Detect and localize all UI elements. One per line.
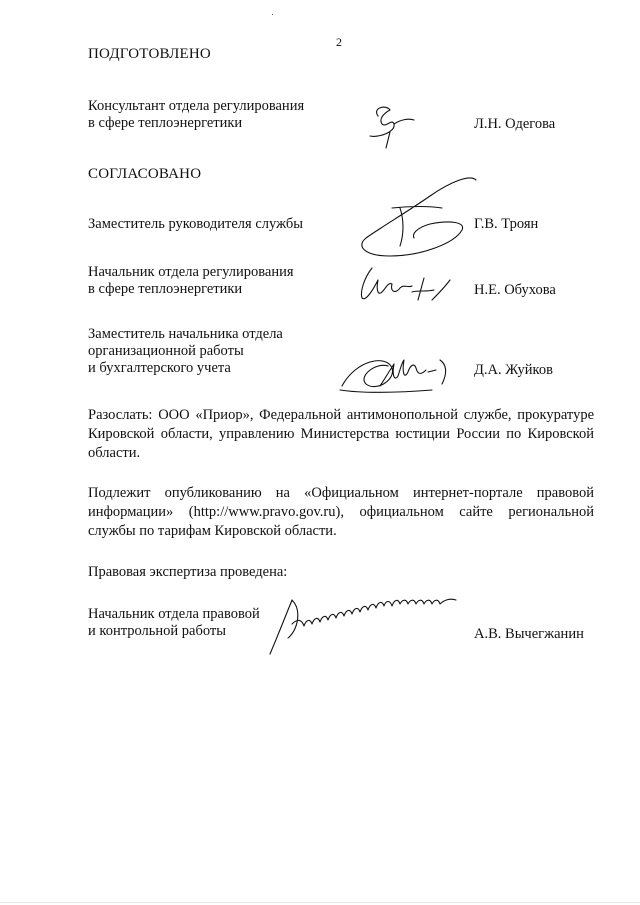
prepared-name: Л.Н. Одегова <box>474 116 556 132</box>
page-number: 2 <box>336 35 342 49</box>
signer2-name: Н.Е. Обухова <box>474 282 556 298</box>
agreed-heading: СОГЛАСОВАНО <box>88 166 202 182</box>
prepared-title-line2: в сфере теплоэнергетики <box>88 115 243 131</box>
legal-title-line1: Начальник отдела правовой <box>88 606 260 622</box>
signature-vychegzhanin <box>262 590 462 660</box>
prepared-title-line1: Консультант отдела регулирования <box>88 98 305 114</box>
legal-title-line2: и контрольной работы <box>88 623 226 639</box>
signature-zhuikov <box>336 350 466 400</box>
prepared-heading: ПОДГОТОВЛЕНО <box>88 46 211 62</box>
scan-speck <box>272 14 273 15</box>
legal-name: А.В. Вычегжанин <box>474 626 584 642</box>
signature-obukhova <box>352 258 462 308</box>
signature-odegova <box>360 98 420 153</box>
publication-paragraph: Подлежит опубликованию на «Официальном интернет-портале правовой информации» (http://www.pravo.gov.ru), официальном сайте региональной службы по тарифам Кировской области. <box>88 485 594 539</box>
legal-heading: Правовая экспертиза проведена: <box>88 564 288 580</box>
signer2-title-line2: в сфере теплоэнергетики <box>88 281 243 297</box>
signer3-title-line2: организационной работы <box>88 343 244 359</box>
signer3-name: Д.А. Жуйков <box>474 362 553 378</box>
scan-edge <box>0 902 640 903</box>
signer1-title-line1: Заместитель руководителя службы <box>88 216 304 232</box>
signer3-title-line3: и бухгалтерского учета <box>88 360 231 376</box>
signer2-title-line1: Начальник отдела регулирования <box>88 264 294 280</box>
signer1-name: Г.В. Троян <box>474 216 539 232</box>
signer3-title-line1: Заместитель начальника отдела <box>88 326 283 342</box>
distribution-paragraph: Разослать: ООО «Приор», Федеральной антимонопольной службе, прокуратуре Кировской области, управлению Министерства юстиции России по Кировской области. <box>88 407 594 461</box>
signature-troyan <box>350 172 480 262</box>
